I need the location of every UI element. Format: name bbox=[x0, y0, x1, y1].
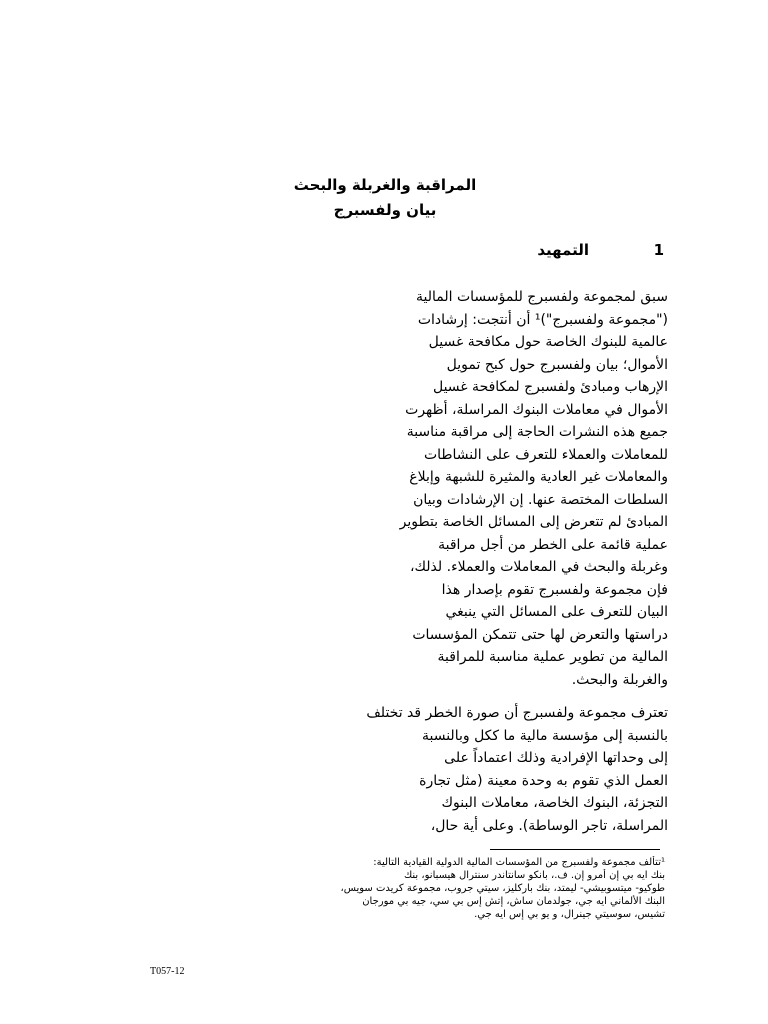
paragraph-line: الإرهاب ومبادئ ولفسبرج لمكافحة غسيل bbox=[432, 379, 668, 395]
paragraph-line: فإن مجموعة ولفسبرج تقوم بإصدار هذا bbox=[441, 581, 668, 598]
paragraph-line: بالنسبة إلى مؤسسة مالية ما ككل وبالنسبة bbox=[421, 727, 668, 744]
document-subtitle: بيان ولفسبرج bbox=[333, 201, 437, 219]
section-title: التمهيد bbox=[537, 241, 589, 259]
paragraph-2 bbox=[150, 702, 668, 837]
paragraph-line: المالية من تطوير عملية مناسبة للمراقبة bbox=[437, 649, 668, 665]
paragraph-line: سبق لمجموعة ولفسبرج للمؤسسات المالية bbox=[416, 289, 668, 305]
paragraph-line: السلطات المختصة عنها. إن الإرشادات وبيان bbox=[413, 491, 668, 508]
paragraph-line: إلى وحداتها الإفرادية وذلك اعتماداً على bbox=[444, 750, 668, 766]
paragraph-line: للمعاملات والعملاء للتعرف على النشاطات bbox=[423, 446, 668, 463]
paragraph-line: العمل الذي تقوم به وحدة معينة (مثل تجارة bbox=[419, 772, 668, 789]
paragraph-line: دراستها والتعرض لها حتى تتمكن المؤسسات bbox=[412, 626, 668, 643]
paragraph-line: الأموال؛ بيان ولفسبرج حول كبح تمويل bbox=[446, 356, 668, 373]
footnote-line: بنك ايه بي إن أمرو إن. ف.، بانكو سانتاندر سنترال هيسبانو، بنك bbox=[403, 870, 665, 881]
footnote bbox=[150, 856, 665, 921]
paragraph-line: البيان للتعرف على المسائل التي ينبغي bbox=[445, 604, 668, 620]
footnote-line: طوكيو- ميتسوبيشي- ليمتد، بنك باركليز، سيتي جروب، مجموعة كريدت سويس، bbox=[340, 883, 665, 894]
paragraph-line: والغربلة والبحث. bbox=[571, 671, 668, 688]
paragraph-line: والمعاملات غير العادية والمثيرة للشبهة وإبلاغ bbox=[409, 469, 668, 485]
paragraph-line: ("مجموعة ولفسبرج")¹ أن أنتجت: إرشادات bbox=[417, 311, 668, 328]
paragraph-line: عملية قائمة على الخطر من أجل مراقبة bbox=[438, 536, 668, 553]
paragraph-line: المراسلة، تاجر الوساطة). وعلى أية حال، bbox=[430, 817, 668, 834]
document-title: المراقبة والغربلة والبحث bbox=[293, 176, 477, 194]
section-number: 1 bbox=[653, 241, 664, 259]
paragraph-1 bbox=[150, 286, 668, 691]
footnote-line: البنك الألماني ايه جي، جولدمان ساش، إتش إس بي سي، جيه بي مورجان bbox=[362, 896, 665, 907]
paragraph-line: وغربلة والبحث في المعاملات والعملاء. لذلك، bbox=[409, 559, 668, 575]
document-code: T057-12 bbox=[150, 966, 185, 977]
footnote-line: ¹تتألف مجموعة ولفسبرج من المؤسسات المالية الدولية القيادية التالية: bbox=[373, 857, 665, 868]
paragraph-line: المبادئ لم تتعرض إلى المسائل الخاصة بتطوير bbox=[399, 514, 668, 530]
paragraph-line: الأموال في معاملات البنوك المراسلة، أظهرت bbox=[405, 401, 668, 418]
footnote-separator bbox=[490, 849, 660, 850]
paragraph-line: جميع هذه النشرات الحاجة إلى مراقبة مناسبة bbox=[406, 424, 668, 440]
paragraph-line: تعترف مجموعة ولفسبرج أن صورة الخطر قد تختلف bbox=[366, 705, 668, 721]
paragraph-line: التجزئة، البنوك الخاصة، معاملات البنوك bbox=[441, 795, 668, 811]
footnote-line: تشيس، سوسيتي جينرال، و يو بي إس ايه جي. bbox=[474, 909, 665, 920]
paragraph-line: عالمية للبنوك الخاصة حول مكافحة غسيل bbox=[428, 334, 668, 350]
